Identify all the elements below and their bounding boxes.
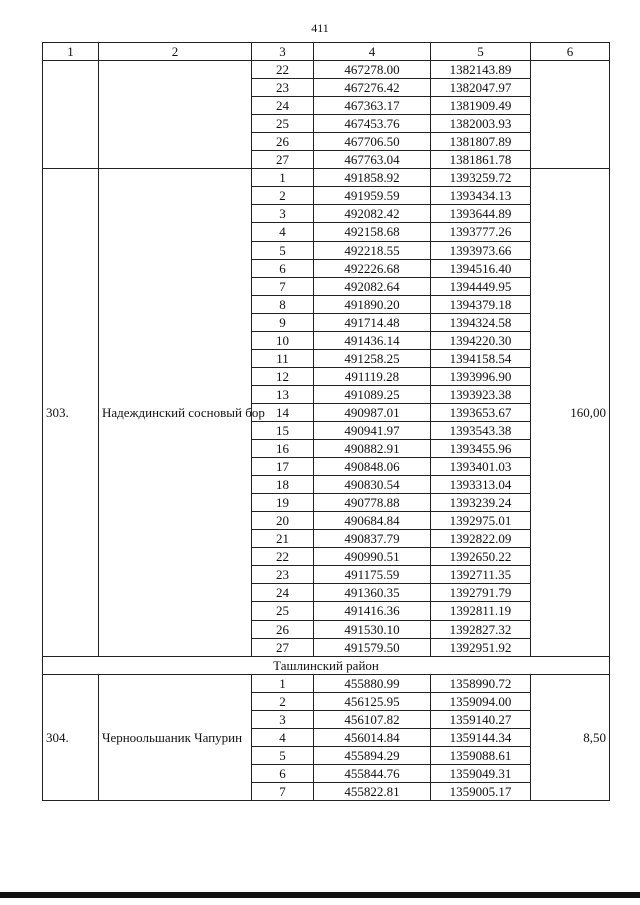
header-row bbox=[43, 43, 610, 61]
district-heading: Ташлинский район bbox=[43, 656, 610, 674]
point-number: 26 bbox=[252, 133, 314, 151]
point-number: 25 bbox=[252, 602, 314, 620]
continued-area-cell bbox=[531, 61, 610, 169]
coordinate-y: 1392951.92 bbox=[431, 638, 531, 656]
coordinate-x: 455822.81 bbox=[314, 782, 431, 800]
coordinate-y: 1359005.17 bbox=[431, 782, 531, 800]
coordinate-y: 1393239.24 bbox=[431, 494, 531, 512]
coordinate-y: 1392975.01 bbox=[431, 512, 531, 530]
page-number: 411 bbox=[311, 21, 329, 35]
continued-number-cell bbox=[43, 61, 99, 169]
object-number: 303. bbox=[43, 169, 99, 656]
coordinate-y: 1393455.96 bbox=[431, 440, 531, 458]
coordinate-x: 467363.17 bbox=[314, 97, 431, 115]
coordinate-y: 1359088.61 bbox=[431, 746, 531, 764]
coordinate-y: 1381909.49 bbox=[431, 97, 531, 115]
coordinate-x: 467276.42 bbox=[314, 79, 431, 97]
coordinate-y: 1359140.27 bbox=[431, 710, 531, 728]
point-number: 15 bbox=[252, 421, 314, 439]
object-number: 304. bbox=[43, 674, 99, 800]
point-number: 18 bbox=[252, 476, 314, 494]
coordinate-y: 1394379.18 bbox=[431, 295, 531, 313]
coordinate-y: 1393259.72 bbox=[431, 169, 531, 187]
point-number: 24 bbox=[252, 97, 314, 115]
district-row bbox=[43, 656, 610, 674]
header-cell: 1 bbox=[43, 43, 99, 61]
coordinate-y: 1359049.31 bbox=[431, 764, 531, 782]
coordinate-x: 491714.48 bbox=[314, 313, 431, 331]
point-number: 8 bbox=[252, 295, 314, 313]
header-cell: 3 bbox=[252, 43, 314, 61]
coordinate-y: 1394449.95 bbox=[431, 277, 531, 295]
point-number: 6 bbox=[252, 259, 314, 277]
header-cell: 6 bbox=[531, 43, 610, 61]
coordinate-x: 491416.36 bbox=[314, 602, 431, 620]
coordinate-x: 491258.25 bbox=[314, 349, 431, 367]
point-number: 12 bbox=[252, 367, 314, 385]
object-area: 160,00 bbox=[531, 169, 610, 656]
coordinate-x: 490941.97 bbox=[314, 421, 431, 439]
bottom-rule bbox=[0, 892, 640, 898]
header-cell: 4 bbox=[314, 43, 431, 61]
point-number: 26 bbox=[252, 620, 314, 638]
coordinate-x: 492226.68 bbox=[314, 259, 431, 277]
object-name: Черноольшаник Чапурин bbox=[99, 674, 252, 800]
coordinate-y: 1392711.35 bbox=[431, 566, 531, 584]
point-number: 16 bbox=[252, 440, 314, 458]
coordinate-y: 1393973.66 bbox=[431, 241, 531, 259]
coordinate-x: 492082.64 bbox=[314, 277, 431, 295]
coordinates-table bbox=[42, 42, 610, 801]
point-number: 22 bbox=[252, 548, 314, 566]
coordinate-x: 491959.59 bbox=[314, 187, 431, 205]
coordinate-x: 490848.06 bbox=[314, 458, 431, 476]
coordinate-x: 456014.84 bbox=[314, 728, 431, 746]
coordinate-x: 491360.35 bbox=[314, 584, 431, 602]
coordinate-x: 491858.92 bbox=[314, 169, 431, 187]
coordinate-x: 467453.76 bbox=[314, 115, 431, 133]
coordinate-x: 490990.51 bbox=[314, 548, 431, 566]
coordinate-x: 491436.14 bbox=[314, 331, 431, 349]
coordinate-y: 1394158.54 bbox=[431, 349, 531, 367]
point-number: 11 bbox=[252, 349, 314, 367]
coordinate-y: 1382143.89 bbox=[431, 61, 531, 79]
continued-name-cell bbox=[99, 61, 252, 169]
coordinate-x: 491175.59 bbox=[314, 566, 431, 584]
header-cell: 2 bbox=[99, 43, 252, 61]
coordinate-y: 1393923.38 bbox=[431, 385, 531, 403]
coordinate-x: 491089.25 bbox=[314, 385, 431, 403]
coordinate-x: 490882.91 bbox=[314, 440, 431, 458]
coordinate-y: 1393543.38 bbox=[431, 421, 531, 439]
coordinate-row bbox=[43, 169, 610, 187]
coordinate-x: 492218.55 bbox=[314, 241, 431, 259]
point-number: 3 bbox=[252, 205, 314, 223]
coordinate-x: 467706.50 bbox=[314, 133, 431, 151]
point-number: 2 bbox=[252, 187, 314, 205]
coordinate-x: 490830.54 bbox=[314, 476, 431, 494]
coordinate-x: 490987.01 bbox=[314, 403, 431, 421]
coordinate-row bbox=[43, 61, 610, 79]
coordinate-y: 1382047.97 bbox=[431, 79, 531, 97]
coordinate-y: 1392811.19 bbox=[431, 602, 531, 620]
point-number: 20 bbox=[252, 512, 314, 530]
coordinate-y: 1392650.22 bbox=[431, 548, 531, 566]
point-number: 24 bbox=[252, 584, 314, 602]
coordinates-table-body bbox=[43, 43, 610, 801]
point-number: 10 bbox=[252, 331, 314, 349]
point-number: 3 bbox=[252, 710, 314, 728]
point-number: 9 bbox=[252, 313, 314, 331]
coordinate-x: 490684.84 bbox=[314, 512, 431, 530]
point-number: 23 bbox=[252, 79, 314, 97]
coordinate-y: 1393434.13 bbox=[431, 187, 531, 205]
point-number: 17 bbox=[252, 458, 314, 476]
header-cell: 5 bbox=[431, 43, 531, 61]
coordinate-x: 491890.20 bbox=[314, 295, 431, 313]
coordinate-x: 456107.82 bbox=[314, 710, 431, 728]
coordinate-y: 1382003.93 bbox=[431, 115, 531, 133]
coordinate-y: 1392791.79 bbox=[431, 584, 531, 602]
coordinate-y: 1394516.40 bbox=[431, 259, 531, 277]
point-number: 21 bbox=[252, 530, 314, 548]
coordinate-y: 1359144.34 bbox=[431, 728, 531, 746]
point-number: 5 bbox=[252, 241, 314, 259]
object-name: Надеждинский сосновый бор bbox=[99, 169, 252, 656]
coordinate-y: 1381861.78 bbox=[431, 151, 531, 169]
coordinate-x: 467763.04 bbox=[314, 151, 431, 169]
coordinate-x: 490837.79 bbox=[314, 530, 431, 548]
coordinate-row bbox=[43, 674, 610, 692]
point-number: 23 bbox=[252, 566, 314, 584]
point-number: 5 bbox=[252, 746, 314, 764]
coordinate-y: 1393313.04 bbox=[431, 476, 531, 494]
coordinate-y: 1392822.09 bbox=[431, 530, 531, 548]
coordinate-x: 455880.99 bbox=[314, 674, 431, 692]
coordinate-x: 492082.42 bbox=[314, 205, 431, 223]
point-number: 27 bbox=[252, 638, 314, 656]
coordinate-x: 467278.00 bbox=[314, 61, 431, 79]
point-number: 4 bbox=[252, 728, 314, 746]
point-number: 22 bbox=[252, 61, 314, 79]
coordinate-y: 1393401.03 bbox=[431, 458, 531, 476]
point-number: 4 bbox=[252, 223, 314, 241]
coordinate-x: 455844.76 bbox=[314, 764, 431, 782]
coordinate-y: 1393777.26 bbox=[431, 223, 531, 241]
coordinate-y: 1394220.30 bbox=[431, 331, 531, 349]
coordinate-x: 491579.50 bbox=[314, 638, 431, 656]
point-number: 6 bbox=[252, 764, 314, 782]
point-number: 19 bbox=[252, 494, 314, 512]
coordinate-y: 1393653.67 bbox=[431, 403, 531, 421]
coordinate-y: 1381807.89 bbox=[431, 133, 531, 151]
point-number: 2 bbox=[252, 692, 314, 710]
point-number: 27 bbox=[252, 151, 314, 169]
point-number: 25 bbox=[252, 115, 314, 133]
coordinate-y: 1393644.89 bbox=[431, 205, 531, 223]
point-number: 7 bbox=[252, 782, 314, 800]
coordinate-y: 1392827.32 bbox=[431, 620, 531, 638]
coordinate-y: 1393996.90 bbox=[431, 367, 531, 385]
coordinate-x: 491119.28 bbox=[314, 367, 431, 385]
point-number: 13 bbox=[252, 385, 314, 403]
coordinate-x: 492158.68 bbox=[314, 223, 431, 241]
object-area: 8,50 bbox=[531, 674, 610, 800]
coordinate-x: 456125.95 bbox=[314, 692, 431, 710]
coordinate-y: 1394324.58 bbox=[431, 313, 531, 331]
point-number: 1 bbox=[252, 674, 314, 692]
coordinate-y: 1358990.72 bbox=[431, 674, 531, 692]
point-number: 7 bbox=[252, 277, 314, 295]
coordinate-x: 455894.29 bbox=[314, 746, 431, 764]
point-number: 14 bbox=[252, 403, 314, 421]
coordinate-x: 491530.10 bbox=[314, 620, 431, 638]
point-number: 1 bbox=[252, 169, 314, 187]
coordinate-x: 490778.88 bbox=[314, 494, 431, 512]
coordinate-y: 1359094.00 bbox=[431, 692, 531, 710]
